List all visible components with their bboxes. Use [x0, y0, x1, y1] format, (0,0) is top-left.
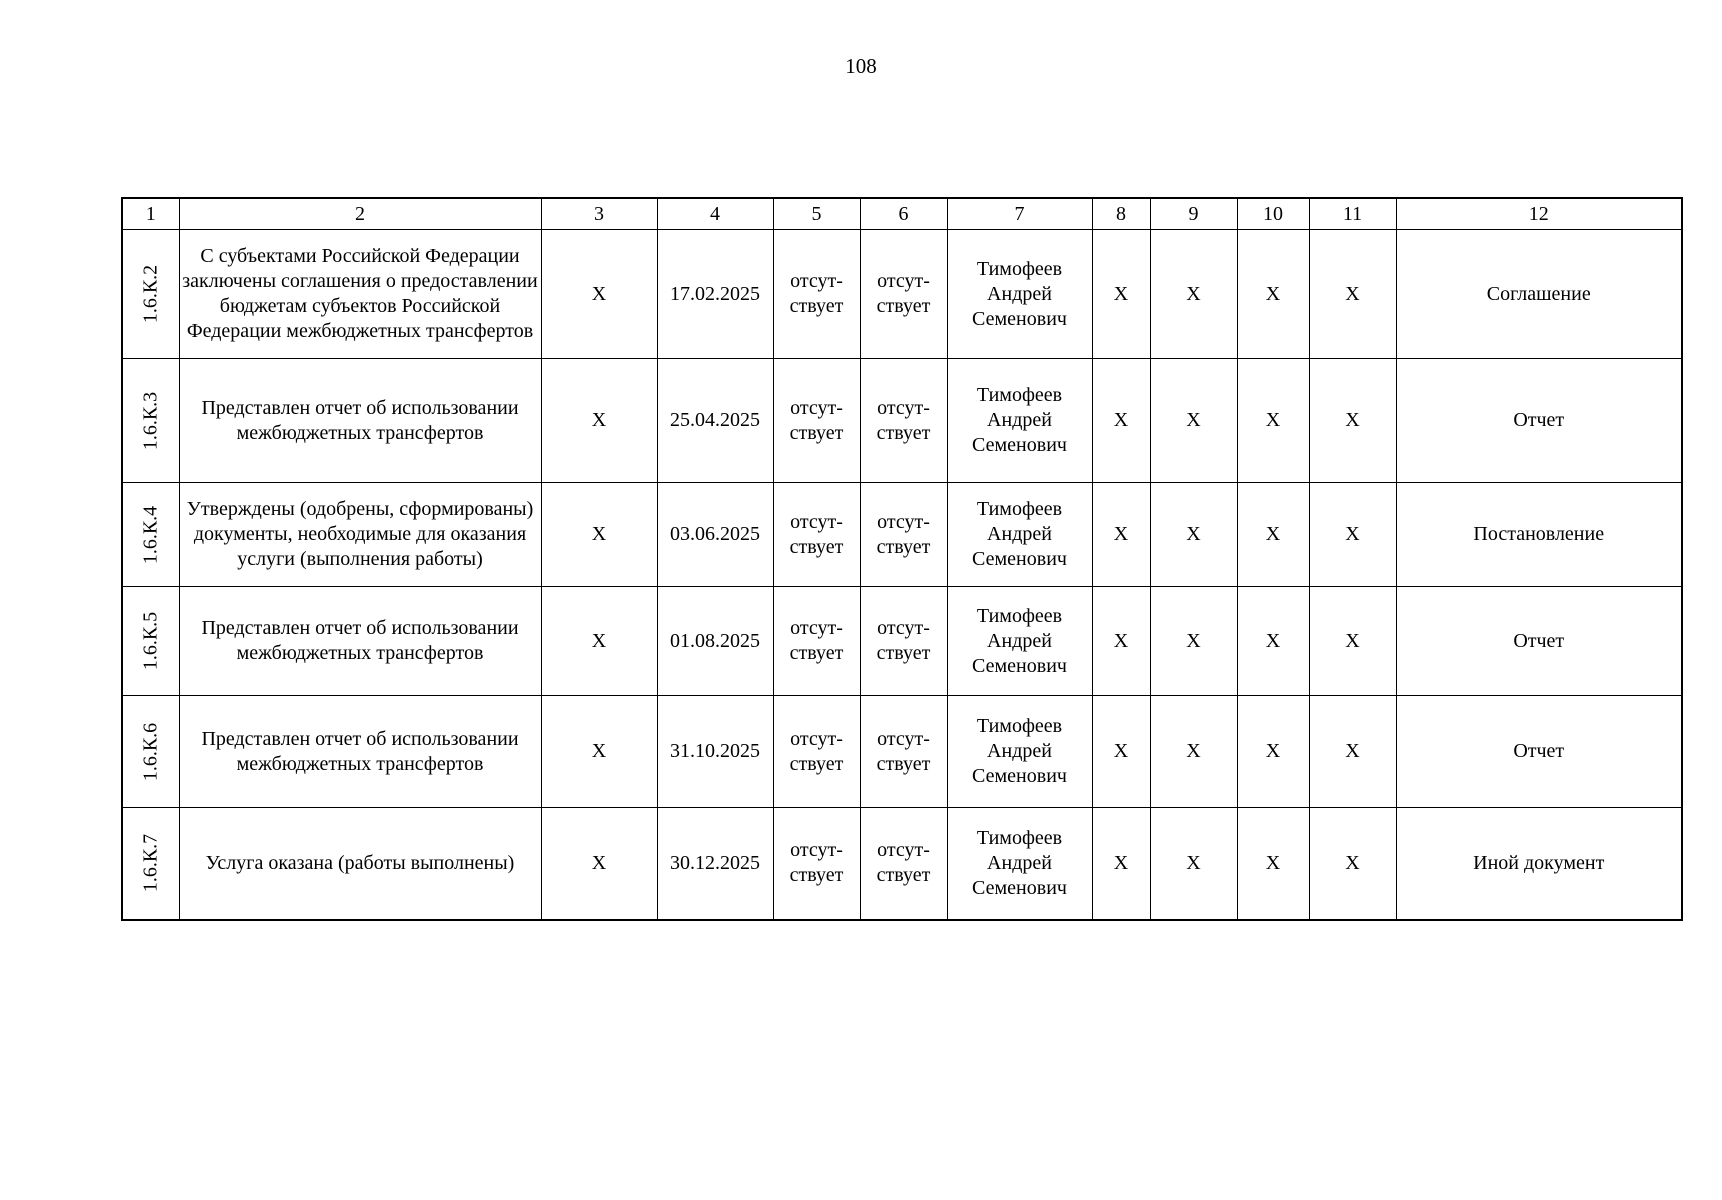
cell-col11: X	[1309, 808, 1396, 920]
cell-col5: отсут- ствует	[773, 230, 860, 359]
cell-responsible: Тимофеев Андрей Семенович	[947, 808, 1092, 920]
column-header: 10	[1237, 198, 1309, 230]
row-code-cell	[122, 483, 179, 587]
cell-col5: отсут- ствует	[773, 587, 860, 696]
column-header: 7	[947, 198, 1092, 230]
cell-col3: X	[541, 483, 657, 587]
row-code-cell	[122, 230, 179, 359]
row-description: Представлен отчет об использовании межбюджетных трансфертов	[179, 587, 541, 696]
cell-col10: X	[1237, 808, 1309, 920]
cell-col6: отсут- ствует	[860, 483, 947, 587]
cell-date: 25.04.2025	[657, 359, 773, 483]
row-code: 1.6.К.3	[139, 391, 162, 450]
row-code-cell	[122, 359, 179, 483]
cell-col9: X	[1150, 587, 1237, 696]
row-description: Утверждены (одобрены, сформированы) документы, необходимые для оказания услуги (выполнения работы)	[179, 483, 541, 587]
cell-col8: X	[1092, 359, 1150, 483]
cell-col10: X	[1237, 483, 1309, 587]
cell-col10: X	[1237, 587, 1309, 696]
table-row	[122, 483, 1682, 587]
row-description: Представлен отчет об использовании межбюджетных трансфертов	[179, 696, 541, 808]
cell-col11: X	[1309, 359, 1396, 483]
column-header: 1	[122, 198, 179, 230]
cell-responsible: Тимофеев Андрей Семенович	[947, 587, 1092, 696]
cell-col5: отсут- ствует	[773, 483, 860, 587]
cell-document: Отчет	[1396, 587, 1682, 696]
table-header-row	[122, 198, 1682, 230]
cell-date: 03.06.2025	[657, 483, 773, 587]
table-row	[122, 808, 1682, 920]
column-header: 8	[1092, 198, 1150, 230]
control-points-table	[121, 197, 1683, 921]
cell-col9: X	[1150, 808, 1237, 920]
cell-col3: X	[541, 230, 657, 359]
table-row	[122, 587, 1682, 696]
cell-col11: X	[1309, 230, 1396, 359]
row-code-cell	[122, 696, 179, 808]
column-header: 2	[179, 198, 541, 230]
cell-date: 01.08.2025	[657, 587, 773, 696]
row-code: 1.6.К.6	[139, 722, 162, 781]
column-header: 3	[541, 198, 657, 230]
cell-col9: X	[1150, 359, 1237, 483]
cell-col8: X	[1092, 808, 1150, 920]
row-code: 1.6.К.7	[139, 834, 162, 893]
row-code: 1.6.К.4	[139, 505, 162, 564]
column-header: 5	[773, 198, 860, 230]
cell-date: 30.12.2025	[657, 808, 773, 920]
cell-col8: X	[1092, 696, 1150, 808]
cell-col3: X	[541, 359, 657, 483]
cell-responsible: Тимофеев Андрей Семенович	[947, 483, 1092, 587]
table-row	[122, 359, 1682, 483]
cell-col3: X	[541, 808, 657, 920]
column-header: 6	[860, 198, 947, 230]
row-code: 1.6.К.2	[139, 264, 162, 324]
page-number: 108	[845, 54, 877, 78]
cell-col8: X	[1092, 587, 1150, 696]
column-header: 4	[657, 198, 773, 230]
row-description: С субъектами Российской Федерации заключены соглашения о предоставлении бюджетам субъектов Российской Федерации межбюджетных трансфертов	[179, 230, 541, 359]
cell-col8: X	[1092, 483, 1150, 587]
cell-document: Отчет	[1396, 696, 1682, 808]
row-code-cell	[122, 587, 179, 696]
cell-document: Соглашение	[1396, 230, 1682, 359]
cell-col10: X	[1237, 359, 1309, 483]
cell-responsible: Тимофеев Андрей Семенович	[947, 696, 1092, 808]
table-row	[122, 230, 1682, 359]
cell-col6: отсут- ствует	[860, 696, 947, 808]
cell-document: Иной документ	[1396, 808, 1682, 920]
cell-col6: отсут- ствует	[860, 359, 947, 483]
cell-date: 31.10.2025	[657, 696, 773, 808]
column-header: 9	[1150, 198, 1237, 230]
cell-responsible: Тимофеев Андрей Семенович	[947, 359, 1092, 483]
row-description: Представлен отчет об использовании межбюджетных трансфертов	[179, 359, 541, 483]
column-header: 11	[1309, 198, 1396, 230]
cell-col11: X	[1309, 587, 1396, 696]
cell-col3: X	[541, 696, 657, 808]
cell-col5: отсут- ствует	[773, 359, 860, 483]
table-row	[122, 696, 1682, 808]
cell-document: Отчет	[1396, 359, 1682, 483]
cell-col6: отсут- ствует	[860, 808, 947, 920]
cell-col6: отсут- ствует	[860, 587, 947, 696]
row-code: 1.6.К.5	[139, 611, 162, 671]
cell-col8: X	[1092, 230, 1150, 359]
cell-col9: X	[1150, 696, 1237, 808]
cell-col11: X	[1309, 483, 1396, 587]
row-description: Услуга оказана (работы выполнены)	[179, 808, 541, 920]
column-header: 12	[1396, 198, 1682, 230]
cell-col9: X	[1150, 230, 1237, 359]
cell-col10: X	[1237, 230, 1309, 359]
cell-col5: отсут- ствует	[773, 696, 860, 808]
cell-col6: отсут- ствует	[860, 230, 947, 359]
cell-col9: X	[1150, 483, 1237, 587]
cell-date: 17.02.2025	[657, 230, 773, 359]
cell-col5: отсут- ствует	[773, 808, 860, 920]
cell-col11: X	[1309, 696, 1396, 808]
row-code-cell	[122, 808, 179, 920]
cell-document: Постановление	[1396, 483, 1682, 587]
cell-col10: X	[1237, 696, 1309, 808]
cell-col3: X	[541, 587, 657, 696]
cell-responsible: Тимофеев Андрей Семенович	[947, 230, 1092, 359]
